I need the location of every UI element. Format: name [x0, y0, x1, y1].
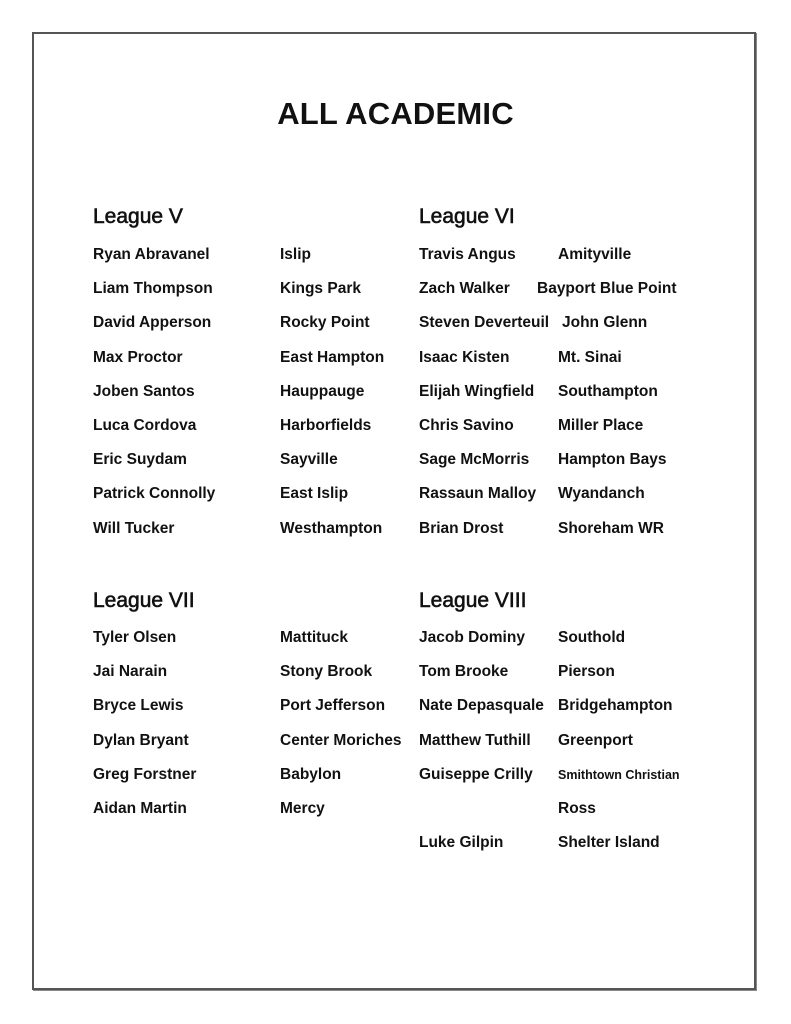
player-name: Dylan Bryant — [93, 731, 189, 749]
player-name: Luca Cordova — [93, 417, 197, 434]
player-name: Elijah Wingfield — [419, 382, 535, 400]
player-name: Tom Brooke — [419, 663, 509, 681]
player-name: Max Proctor — [93, 348, 183, 366]
player-name: Liam Thompson — [93, 280, 213, 298]
school-name: Smithtown Christian — [558, 767, 680, 782]
school-name: Pierson — [558, 663, 615, 681]
player-name: Matthew Tuthill — [419, 731, 531, 749]
school-name: Mattituck — [280, 629, 349, 646]
school-name: Kings Park — [280, 280, 361, 298]
school-name: Hauppauge — [280, 382, 365, 400]
school-name: Bayport Blue Point — [537, 280, 677, 298]
player-name: Aidan Martin — [93, 800, 187, 817]
school-name: Port Jefferson — [280, 697, 386, 715]
player-name: Greg Forstner — [93, 765, 197, 783]
school-name: Southold — [558, 629, 626, 646]
school-name: Greenport — [558, 731, 633, 749]
school-name: Harborfields — [280, 417, 372, 434]
school-name: Rocky Point — [280, 314, 370, 332]
school-name: Islip — [280, 246, 312, 263]
player-name: Jai Narain — [93, 663, 168, 681]
player-name: David Apperson — [93, 314, 212, 332]
school-name: Mercy — [280, 800, 325, 817]
school-name: East Hampton — [280, 348, 385, 366]
player-name: Eric Suydam — [93, 451, 187, 469]
player-name: Guiseppe Crilly — [419, 765, 533, 783]
player-name: Patrick Connolly — [93, 485, 216, 503]
player-name: Zach Walker — [419, 280, 510, 298]
player-name: Nate Depasquale — [419, 697, 544, 715]
school-name: Sayville — [280, 451, 338, 469]
player-name: Isaac Kisten — [419, 348, 510, 366]
school-name: Shoreham WR — [558, 519, 664, 537]
school-name: Stony Brook — [280, 663, 373, 681]
player-name: Tyler Olsen — [93, 629, 177, 646]
league-heading: League VI — [419, 205, 515, 228]
player-name: Joben Santos — [93, 382, 195, 400]
player-name: Luke Gilpin — [419, 834, 504, 852]
player-name: Brian Drost — [419, 519, 504, 537]
player-name: Rassaun Malloy — [419, 485, 537, 503]
player-name: Sage McMorris — [419, 451, 530, 469]
page-title: ALL ACADEMIC — [277, 96, 514, 131]
league-heading: League V — [93, 205, 183, 228]
school-name: Shelter Island — [558, 834, 660, 852]
school-name: Mt. Sinai — [558, 348, 622, 366]
school-name: Center Moriches — [280, 731, 402, 749]
league-heading: League VIII — [419, 589, 527, 612]
school-name: John Glenn — [562, 314, 648, 332]
player-name: Jacob Dominy — [419, 629, 525, 646]
school-name: Ross — [558, 800, 596, 817]
school-name: Westhampton — [280, 519, 383, 537]
player-name: Will Tucker — [93, 519, 175, 537]
player-name: Bryce Lewis — [93, 697, 184, 715]
school-name: Bridgehampton — [558, 697, 673, 715]
school-name: Hampton Bays — [558, 451, 667, 469]
player-name: Travis Angus — [419, 246, 516, 263]
school-name: Amityville — [558, 246, 632, 263]
player-name: Ryan Abravanel — [93, 246, 210, 263]
school-name: East Islip — [280, 485, 349, 503]
player-name: Chris Savino — [419, 417, 514, 434]
school-name: Babylon — [280, 765, 342, 783]
league-heading: League VII — [93, 589, 195, 612]
school-name: Wyandanch — [558, 485, 645, 503]
school-name: Miller Place — [558, 417, 644, 434]
school-name: Southampton — [558, 382, 658, 400]
player-name: Steven Deverteuil — [419, 314, 550, 332]
